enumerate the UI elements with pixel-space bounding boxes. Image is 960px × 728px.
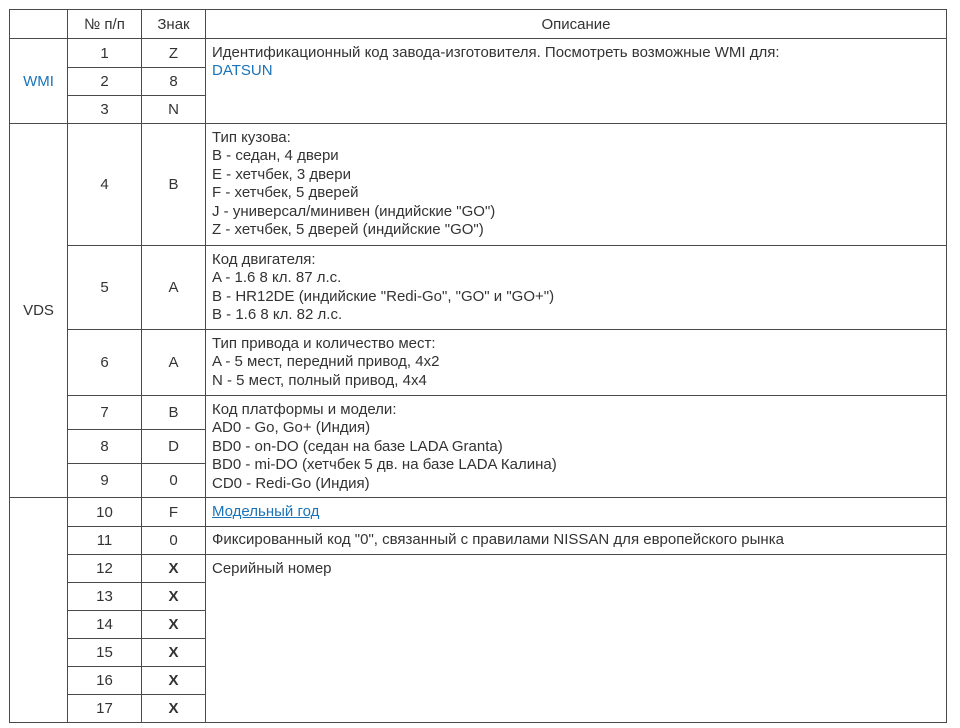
desc-line: B - седан, 4 двери (212, 147, 339, 165)
row-number: 14 (68, 611, 142, 639)
header-number: № п/п (68, 10, 142, 39)
table-row (10, 39, 947, 68)
desc-fixed-code (206, 527, 947, 555)
table-row (10, 330, 947, 396)
row-number: 10 (68, 498, 142, 527)
desc-line: F - хетчбек, 5 дверей (212, 184, 359, 202)
desc-engine (206, 246, 947, 330)
desc-line: BD0 - on-DO (седан на базе LADA Granta) (212, 437, 503, 455)
desc-drive (206, 330, 947, 396)
vin-table (9, 9, 947, 723)
desc-line: CD0 - Redi-Go (Индия) (212, 474, 370, 492)
desc-line: B - 1.6 8 кл. 82 л.с. (212, 306, 343, 324)
serial-text: Серийный номер (212, 560, 332, 577)
table-row (10, 396, 947, 430)
desc-wmi (206, 39, 947, 124)
desc-line: Код платформы и модели: (212, 401, 397, 418)
row-sign: X (142, 611, 206, 639)
row-sign: 0 (142, 464, 206, 498)
desc-line: N - 5 мест, полный привод, 4x4 (212, 371, 427, 389)
row-sign: 8 (142, 68, 206, 96)
table-row (10, 527, 947, 555)
desc-line: BD0 - mi-DO (хетчбек 5 дв. на базе LADA Калина) (212, 456, 557, 474)
desc-line: Тип привода и количество мест: (212, 335, 436, 352)
row-number: 12 (68, 555, 142, 583)
row-sign: F (142, 498, 206, 527)
table-row (10, 498, 947, 527)
model-year-link[interactable]: Модельный год (212, 502, 320, 520)
row-sign: 0 (142, 527, 206, 555)
header-group (10, 10, 68, 39)
row-number: 4 (68, 124, 142, 246)
desc-line: AD0 - Go, Go+ (Индия) (212, 419, 371, 437)
header-row (10, 10, 947, 39)
desc-line: Код двигателя: (212, 251, 316, 268)
row-number: 9 (68, 464, 142, 498)
desc-line: J - универсал/минивен (индийские "GO") (212, 202, 496, 220)
row-number: 3 (68, 96, 142, 124)
group-wmi[interactable]: WMI (10, 39, 68, 124)
row-number: 8 (68, 430, 142, 464)
row-sign: B (142, 396, 206, 430)
fixed-code-text: Фиксированный код "0", связанный с правилами NISSAN для европейского рынка (212, 531, 784, 549)
row-number: 15 (68, 639, 142, 667)
row-sign: X (142, 555, 206, 583)
desc-line: E - хетчбек, 3 двери (212, 165, 351, 183)
group-vds: VDS (10, 124, 68, 498)
row-sign: N (142, 96, 206, 124)
desc-model-year (206, 498, 947, 527)
row-number: 2 (68, 68, 142, 96)
row-sign: D (142, 430, 206, 464)
row-number: 11 (68, 527, 142, 555)
desc-line: A - 5 мест, передний привод, 4x2 (212, 353, 440, 371)
row-number: 16 (68, 667, 142, 695)
row-sign: X (142, 639, 206, 667)
desc-platform (206, 396, 947, 498)
row-sign: X (142, 695, 206, 723)
desc-line: B - HR12DE (индийские "Redi-Go", "GO" и "GO+") (212, 287, 555, 305)
desc-body-type (206, 124, 947, 246)
row-sign: X (142, 583, 206, 611)
row-sign: X (142, 667, 206, 695)
header-description: Описание (206, 10, 947, 39)
row-number: 17 (68, 695, 142, 723)
wmi-text: Идентификационный код завода-изготовителя. Посмотреть возможные WMI для: (212, 44, 780, 61)
table-row (10, 124, 947, 246)
table-row (10, 555, 947, 583)
desc-line: A - 1.6 8 кл. 87 л.с. (212, 269, 342, 287)
row-number: 7 (68, 396, 142, 430)
desc-serial (206, 555, 947, 723)
row-sign: B (142, 124, 206, 246)
row-number: 1 (68, 39, 142, 68)
table-row (10, 246, 947, 330)
desc-line: Тип кузова: (212, 129, 291, 146)
row-sign: Z (142, 39, 206, 68)
desc-line: Z - хетчбек, 5 дверей (индийские "GO") (212, 221, 484, 239)
datsun-link[interactable]: DATSUN (212, 62, 273, 80)
row-number: 6 (68, 330, 142, 396)
row-number: 5 (68, 246, 142, 330)
row-sign: A (142, 246, 206, 330)
row-number: 13 (68, 583, 142, 611)
row-sign: A (142, 330, 206, 396)
header-sign: Знак (142, 10, 206, 39)
group-vis (10, 498, 68, 723)
